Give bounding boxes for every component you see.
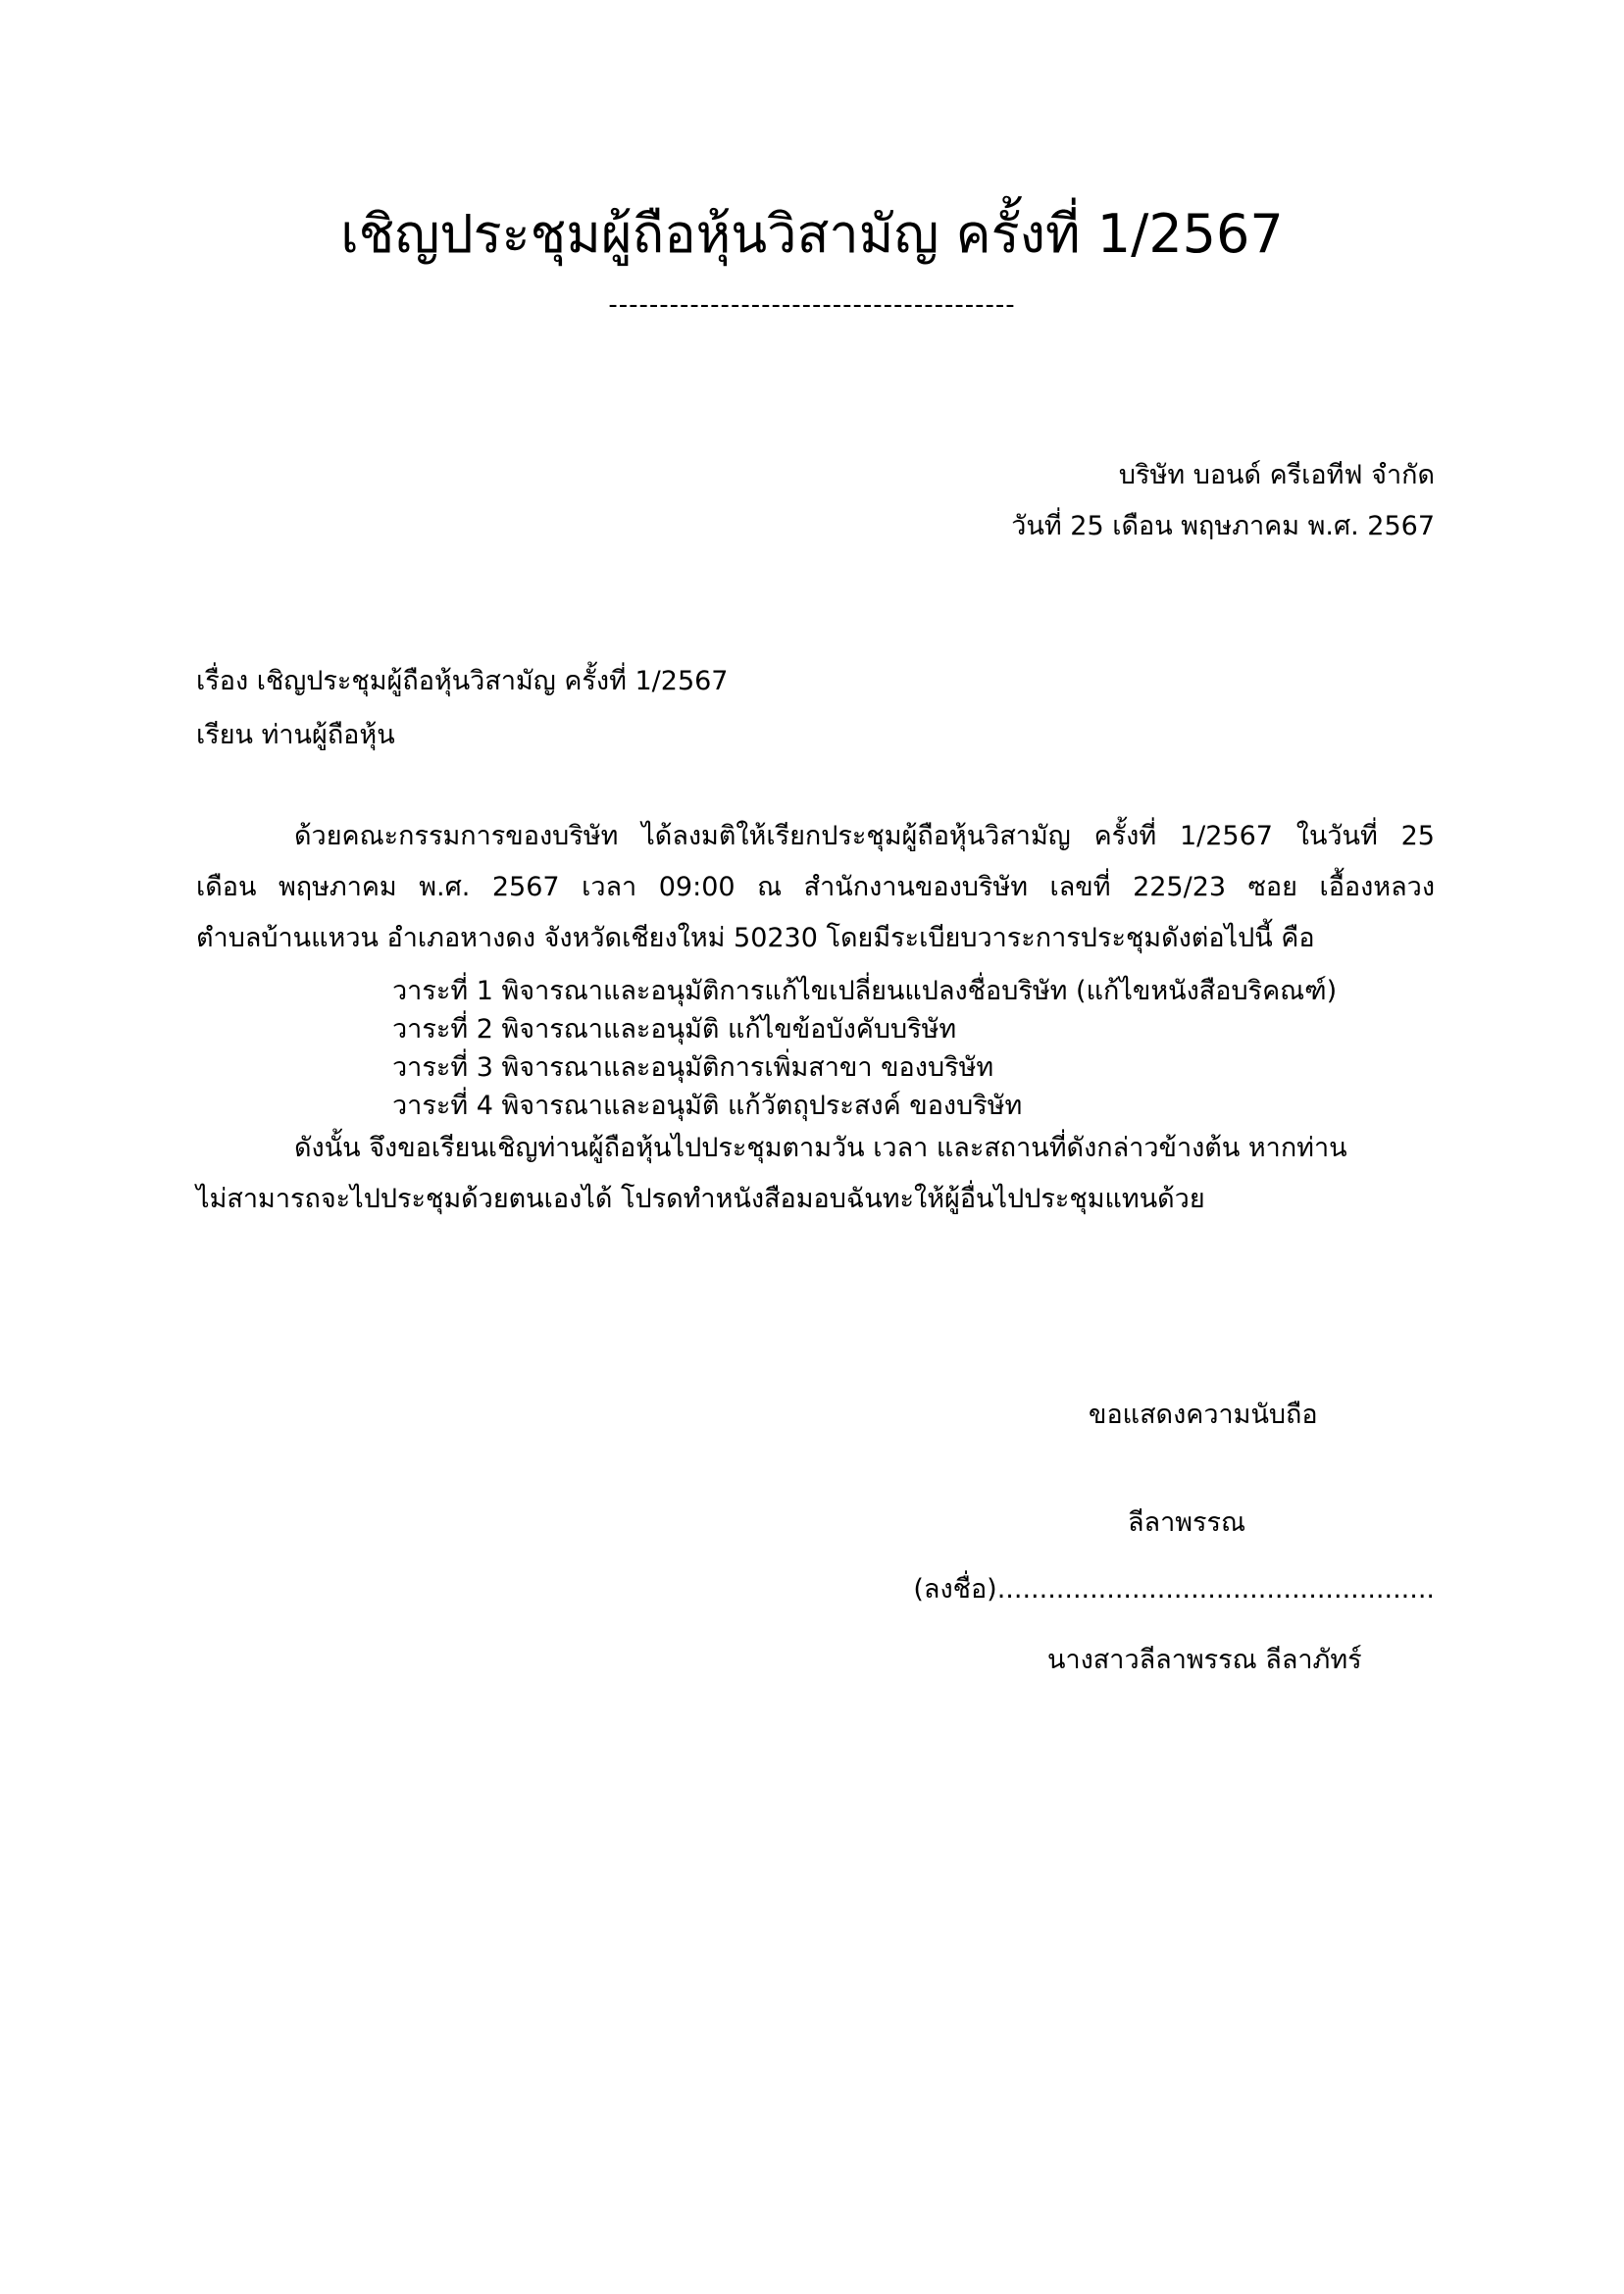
document-title: เชิญประชุมผู้ถือหุ้นวิสามัญ ครั้งที่ 1/2567: [340, 203, 1284, 265]
agenda-item: วาระที่ 2 พิจารณาและอนุมัติ แก้ไขข้อบังคับบริษัท: [392, 1014, 957, 1045]
conclusion-line: ไม่สามารถจะไปประชุมด้วยตนเองได้ โปรดทำหนังสือมอบฉันทะให้ผู้อื่นไปประชุมแทนด้วย: [196, 1184, 1205, 1214]
letter-recipient: เรียน ท่านผู้ถือหุ้น: [196, 720, 395, 750]
body-line: ตำบลบ้านแหวน อำเภอหางดง จังหวัดเชียงใหม่ 50230 โดยมีระเบียบวาระการประชุมดังต่อไปนี้ คือ: [196, 923, 1315, 953]
signer-full-name: นางสาวลีลาพรรณ ลีลาภัทร์: [1047, 1645, 1362, 1675]
title-separator: ----------------------------------------: [608, 290, 1016, 320]
agenda-item: วาระที่ 1 พิจารณาและอนุมัติการแก้ไขเปลี่ยนแปลงชื่อบริษัท (แก้ไขหนังสือบริคณฑ์): [392, 976, 1338, 1006]
body-line: ด้วยคณะกรรมการของบริษัท ได้ลงมติให้เรียกประชุมผู้ถือหุ้นวิสามัญ ครั้งที่ 1/2567 ในวันที่ 25: [294, 821, 1435, 851]
signature-line: (ลงชื่อ)....................................................: [913, 1574, 1435, 1605]
company-name: บริษัท บอนด์ ครีเอทีฟ จำกัด: [1118, 460, 1435, 490]
conclusion-line: ดังนั้น จึงขอเรียนเชิญท่านผู้ถือหุ้นไปประชุมตามวัน เวลา และสถานที่ดังกล่าวข้างต้น หากท่าน: [294, 1133, 1347, 1163]
closing-salutation: ขอแสดงความนับถือ: [1089, 1400, 1318, 1430]
letter-subject: เรื่อง เชิญประชุมผู้ถือหุ้นวิสามัญ ครั้งที่ 1/2567: [196, 666, 729, 696]
letter-date: วันที่ 25 เดือน พฤษภาคม พ.ศ. 2567: [1011, 511, 1435, 541]
signature-name: ลีลาพรรณ: [1128, 1507, 1246, 1538]
agenda-item: วาระที่ 3 พิจารณาและอนุมัติการเพิ่มสาขา ของบริษัท: [392, 1052, 994, 1083]
agenda-item: วาระที่ 4 พิจารณาและอนุมัติ แก้วัตถุประสงค์ ของบริษัท: [392, 1091, 1023, 1121]
body-line: เดือน พฤษภาคม พ.ศ. 2567 เวลา 09:00 ณ สำนักงานของบริษัท เลขที่ 225/23 ซอย เอื้องหลวง: [196, 872, 1435, 902]
body-paragraph: [196, 814, 1435, 971]
conclusion-paragraph: [196, 1126, 1435, 1234]
